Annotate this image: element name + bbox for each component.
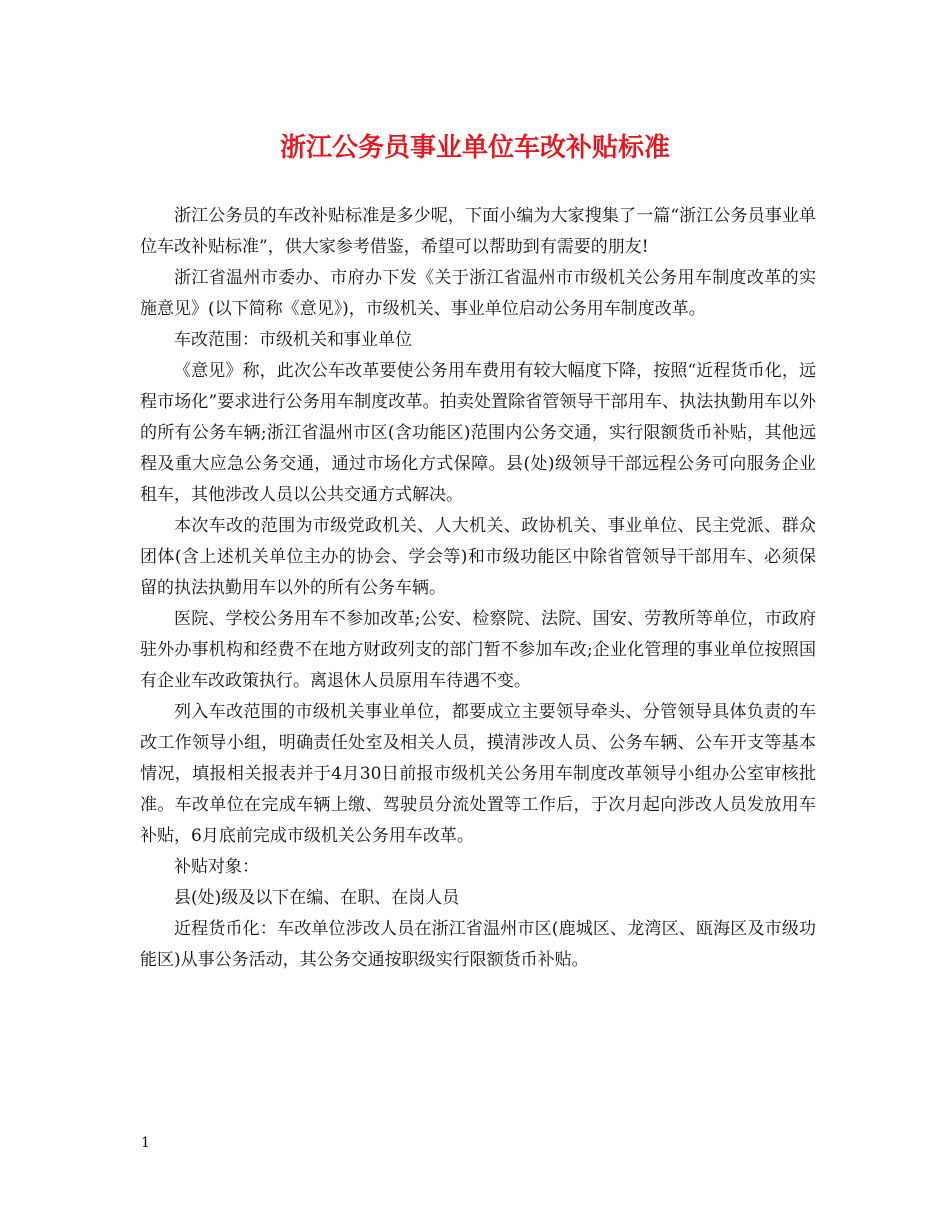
paragraph-intro: 浙江公务员的车改补贴标准是多少呢，下面小编为大家搜集了一篇“浙江公务员事业单位车改补贴标准”，供大家参考借鉴，希望可以帮助到有需要的朋友!	[140, 206, 816, 257]
paragraph-subsidy-heading: 补贴对象：	[174, 857, 259, 877]
document-body	[140, 201, 816, 976]
paragraph-opinion: 《意见》称，此次公车改革要使公务用车费用有较大幅度下降，按照“近程货币化，远程市场化”要求进行公务用车制度改革。拍卖处置除省管领导干部用车、执法执勤用车以外的所有公务车辆;浙江省温州市区(含功能区)范围内公务交通，实行限额货币补贴，其他远程及重大应急公务交通，通过市场化方式保障。县(处)级领导干部远程公务可向服务企业租车，其他涉改人员以公共交通方式解决。	[140, 361, 816, 505]
paragraph-exclusions: 医院、学校公务用车不参加改革;公安、检察院、法院、国安、劳教所等单位，市政府驻外办事机构和经费不在地方财政列支的部门暂不参加车改;企业化管理的事业单位按照国有企业车改政策执行。离退休人员原用车待遇不变。	[140, 609, 816, 691]
page-number: 1	[141, 1135, 150, 1151]
document-title: 浙江公务员事业单位车改补贴标准	[279, 133, 670, 163]
paragraph-scope-heading: 车改范围：市级机关和事业单位	[174, 330, 412, 350]
paragraph-scope-detail: 本次车改的范围为市级党政机关、人大机关、政协机关、事业单位、民主党派、群众团体(含上述机关单位主办的协会、学会等)和市级功能区中除省管领导干部用车、必须保留的执法执勤用车以外的所有公务车辆。	[140, 516, 816, 598]
paragraph-notice: 浙江省温州市委办、市府办下发《关于浙江省温州市市级机关公务用车制度改革的实施意见》(以下简称《意见》)，市级机关、事业单位启动公务用车制度改革。	[140, 268, 816, 319]
paragraph-subsidy-target: 县(处)级及以下在编、在职、在岗人员	[174, 888, 460, 908]
paragraph-procedure: 列入车改范围的市级机关事业单位，都要成立主要领导牵头、分管领导具体负责的车改工作领导小组，明确责任处室及相关人员，摸清涉改人员、公务车辆、公车开支等基本情况，填报相关报表并于4月30日前报市级机关公务用车制度改革领导小组办公室审核批准。车改单位在完成车辆上缴、驾驶员分流处置等工作后，于次月起向涉改人员发放用车补贴，6月底前完成市级机关公务用车改革。	[140, 702, 816, 846]
paragraph-near-monetization: 近程货币化：车改单位涉改人员在浙江省温州市区(鹿城区、龙湾区、瓯海区及市级功能区)从事公务活动，其公务交通按职级实行限额货币补贴。	[140, 919, 816, 970]
